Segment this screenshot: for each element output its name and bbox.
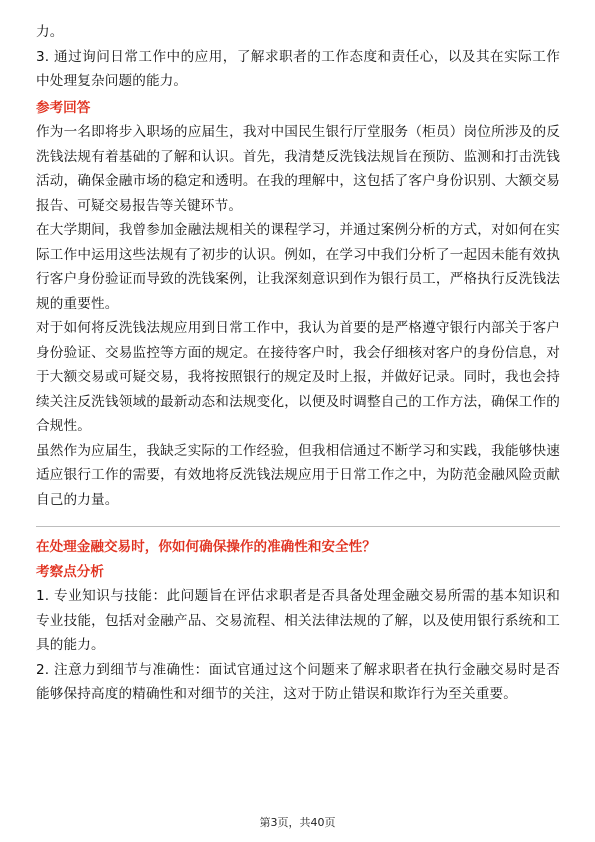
analysis-heading: 考察点分析 [36,563,104,580]
page-number-footer: 第3页，共40页 [259,816,336,829]
section-divider [36,526,560,527]
analysis-paragraph-2: 2. 注意力到细节与准确性：面试官通过这个问题来了解求职者在执行金融交易时是否能够保持高度的精确性和对细节的关注，这对于防止错误和欺诈行为至关重要。 [36,661,560,702]
answer-paragraph-4: 虽然作为应届生，我缺乏实际的工作经验，但我相信通过不断学习和实践，我能够快速适应银行工作的需要，有效地将反洗钱法规应用于日常工作之中，为防范金融风险贡献自己的力量。 [36,442,560,508]
intro-tail-text: 力。 [36,24,64,40]
answer-paragraph-1: 作为一名即将步入职场的应届生，我对中国民生银行厅堂服务（柜员）岗位所涉及的反洗钱法规有着基础的了解和认识。首先，我清楚反洗钱法规旨在预防、监测和打击洗钱活动，确保金融市场的稳定和透明。在我的理解中，这包括了客户身份识别、大额交易报告、可疑交易报告等关键环节。 [36,124,560,214]
answer-paragraph-3: 对于如何将反洗钱法规应用到日常工作中，我认为首要的是严格遵守银行内部关于客户身份验证、交易监控等方面的规定。在接待客户时，我会仔细核对客户的身份信息，对于大额交易或可疑交易，我将按照银行的规定及时上报，并做好记录。同时，我也会持续关注反洗钱领域的最新动态和法规变化，以便及时调整自己的工作方法，确保工作的合规性。 [36,320,560,434]
analysis-paragraph-1: 1. 专业知识与技能：此问题旨在评估求职者是否具备处理金融交易所需的基本知识和专业技能，包括对金融产品、交易流程、相关法律法规的了解，以及使用银行系统和工具的能力。 [36,588,560,653]
document-page [36,20,560,707]
question-heading: 在处理金融交易时，你如何确保操作的准确性和安全性？ [36,539,376,555]
answer-paragraph-2: 在大学期间，我曾参加金融法规相关的课程学习，并通过案例分析的方式，对如何在实际工作中运用这些法规有了初步的认识。例如，在学习中我们分析了一起因未能有效执行客户身份验证而导致的洗钱案例，让我深刻意识到作为银行员工，严格执行反洗钱法规的重要性。 [36,222,560,312]
reference-answer-heading: 参考回答 [36,99,91,116]
point-3-text: 3. 通过询问日常工作中的应用，了解求职者的工作态度和责任心，以及其在实际工作中处理复杂问题的能力。 [36,48,560,89]
